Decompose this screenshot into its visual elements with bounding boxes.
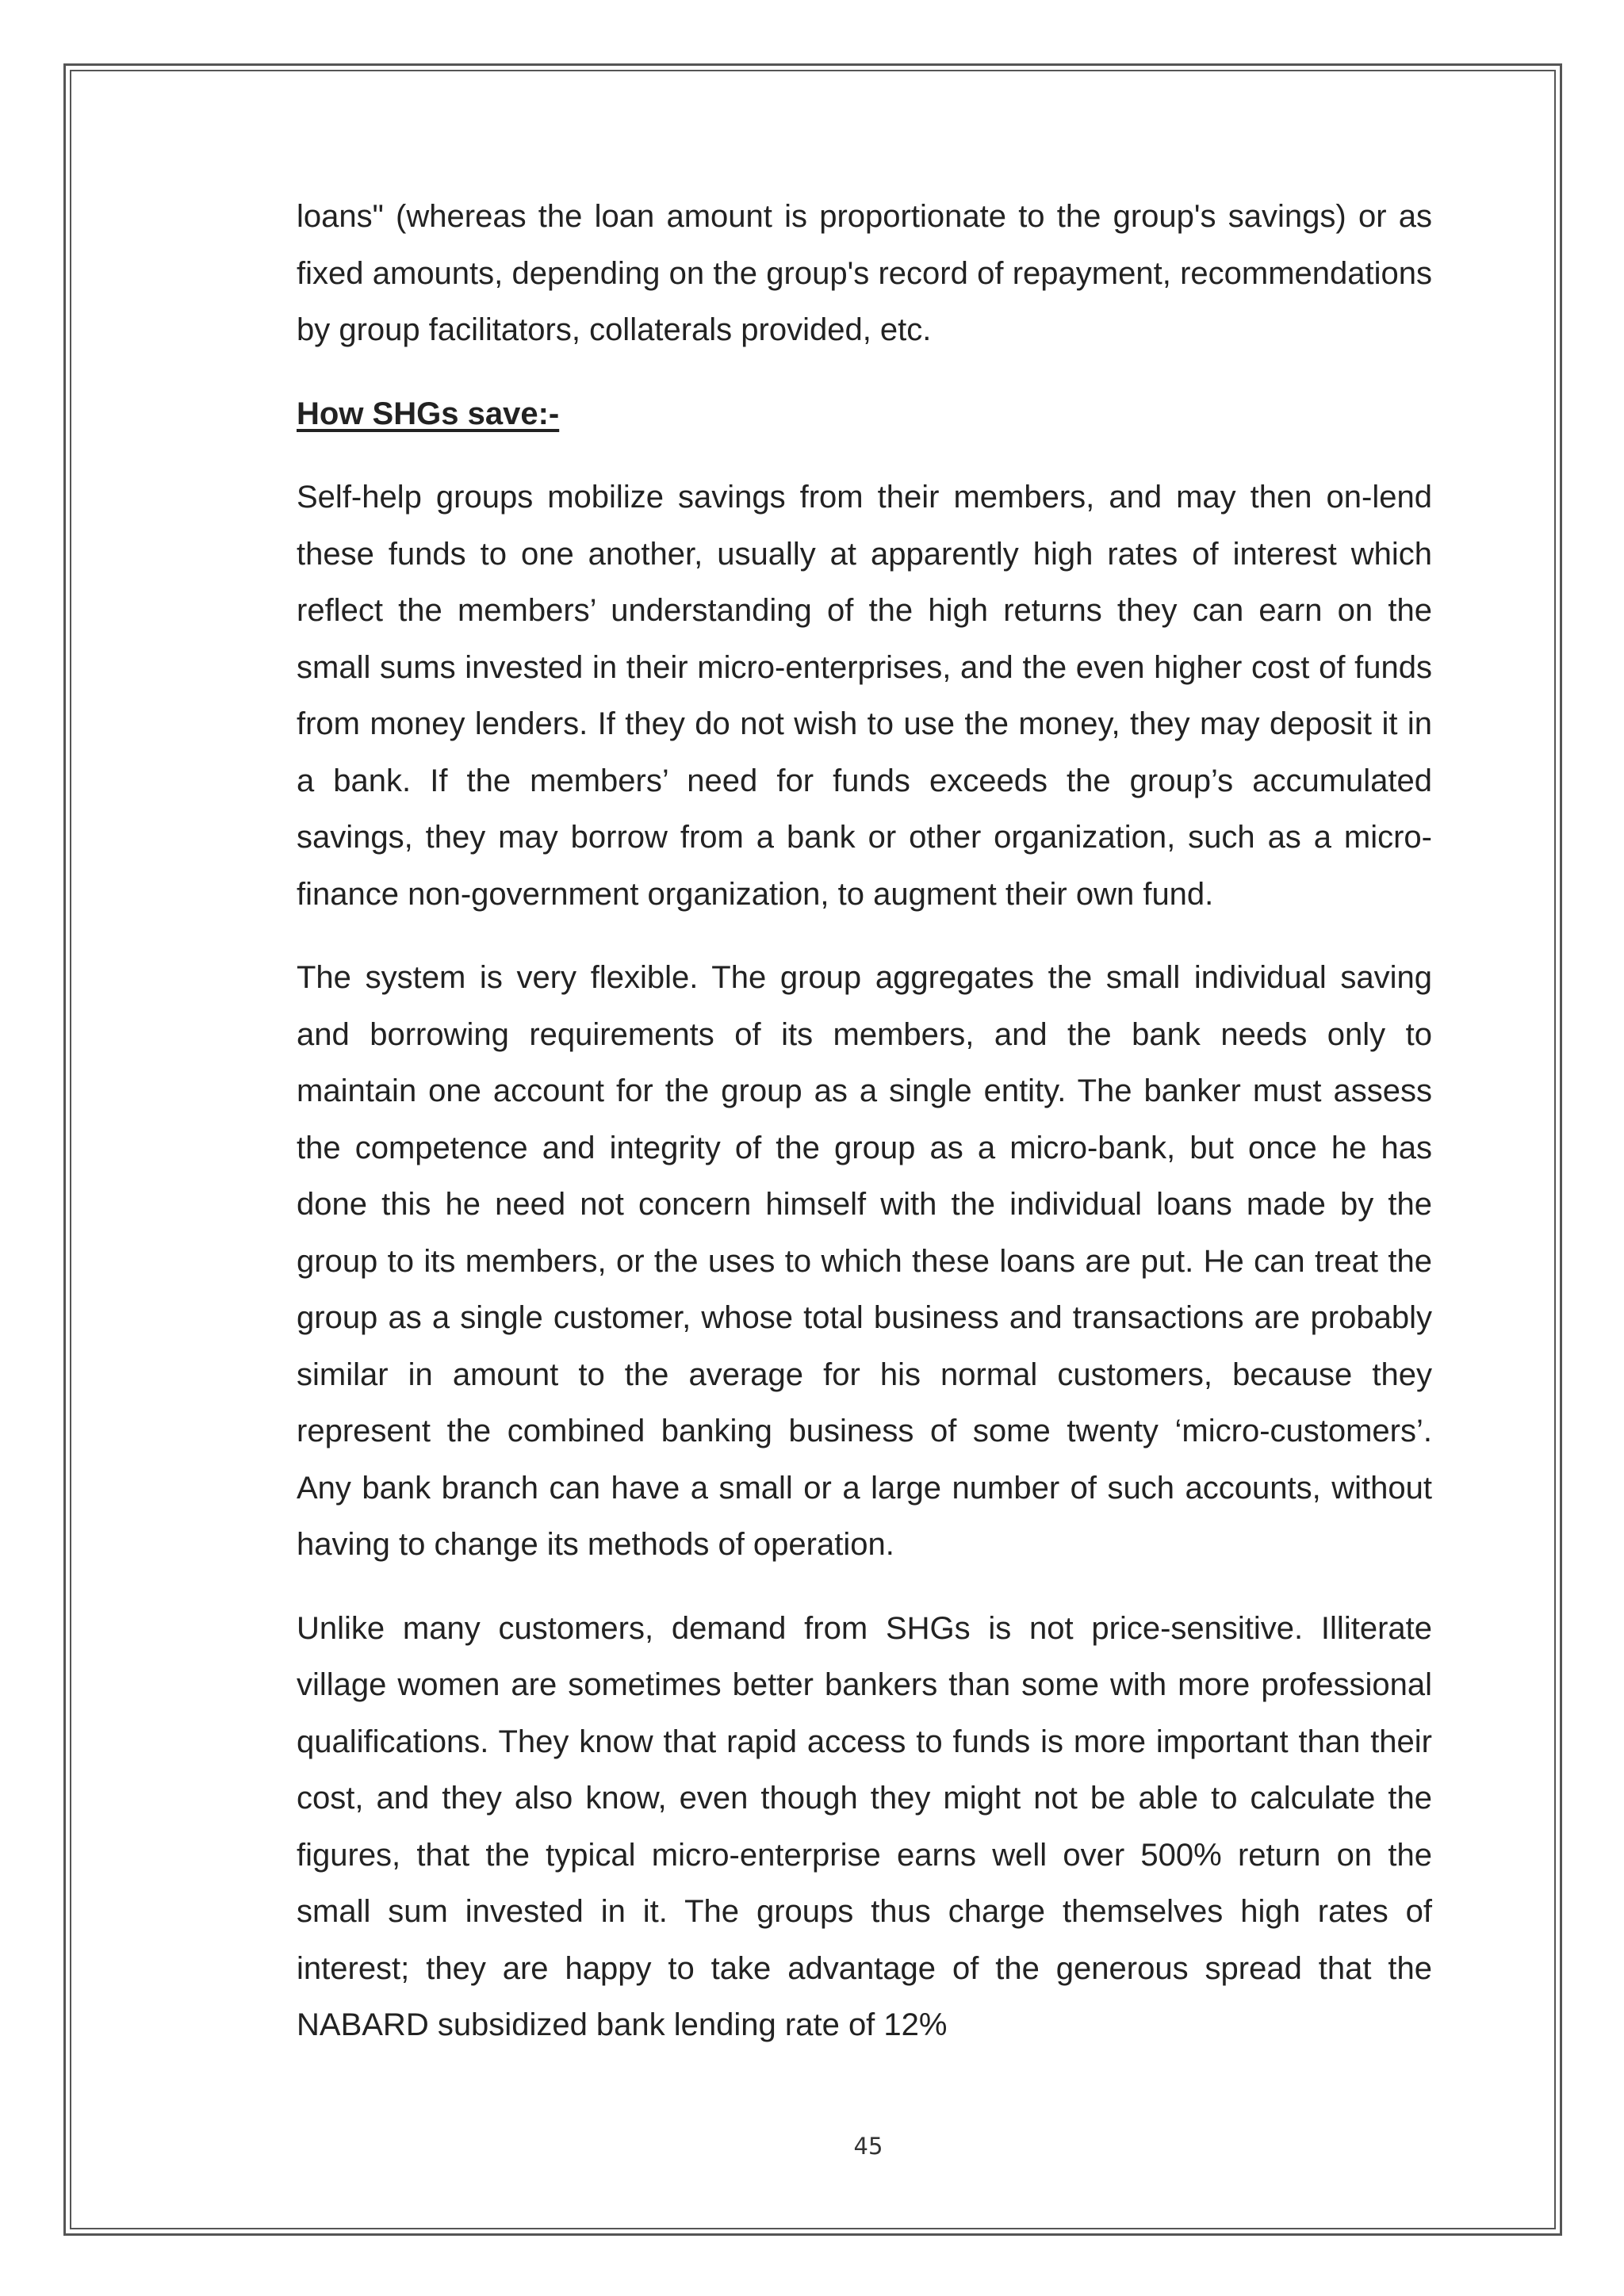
- paragraph-loans-continued: loans" (whereas the loan amount is proportionate to the group's savings) or as fixed amounts, depending on the group's record of repayment, recommendations by group facilitators, collaterals provided, etc.: [297, 199, 1432, 347]
- page-number: 45: [853, 2133, 883, 2160]
- section-heading: How SHGs save:-: [297, 396, 560, 431]
- document-body: [297, 189, 1432, 2054]
- paragraph-system-flexible: The system is very flexible. The group aggregates the small individual saving and borrowing requirements of its members, and the bank needs only to maintain one account for the group as a single entity. The banker must assess the competence and integrity of the group as a micro-bank, but once he has done this he need not concern himself with the individual loans made by the group to its members, or the uses to which these loans are put. He can treat the group as a single customer, whose total business and transactions are probably similar in amount to the average for his normal customers, because they represent the combined banking business of some twenty ‘micro-customers’. Any bank branch can have a small or a large number of such accounts, without having to change its methods of operation.: [297, 960, 1432, 1562]
- paragraph-price-sensitivity: Unlike many customers, demand from SHGs is not price-sensitive. Illiterate village women are sometimes better bankers than some with more professional qualifications. They know that rapid access to funds is more important than their cost, and they also know, even though they might not be able to calculate the figures, that the typical micro-enterprise earns well over 500% return on the small sum invested in it. The groups thus charge themselves high rates of interest; they are happy to take advantage of the generous spread that the NABARD subsidized bank lending rate of 12%: [297, 1610, 1432, 2042]
- paragraph-savings-mobilization: Self-help groups mobilize savings from their members, and may then on-lend these funds to one another, usually at apparently high rates of interest which reflect the members’ understanding of the high returns they can earn on the small sums invested in their micro-enterprises, and the even higher cost of funds from money lenders. If they do not wish to use the money, they may deposit it in a bank. If the members’ need for funds exceeds the group’s accumulated savings, they may borrow from a bank or other organization, such as a micro-finance non-government organization, to augment their own fund.: [297, 480, 1432, 912]
